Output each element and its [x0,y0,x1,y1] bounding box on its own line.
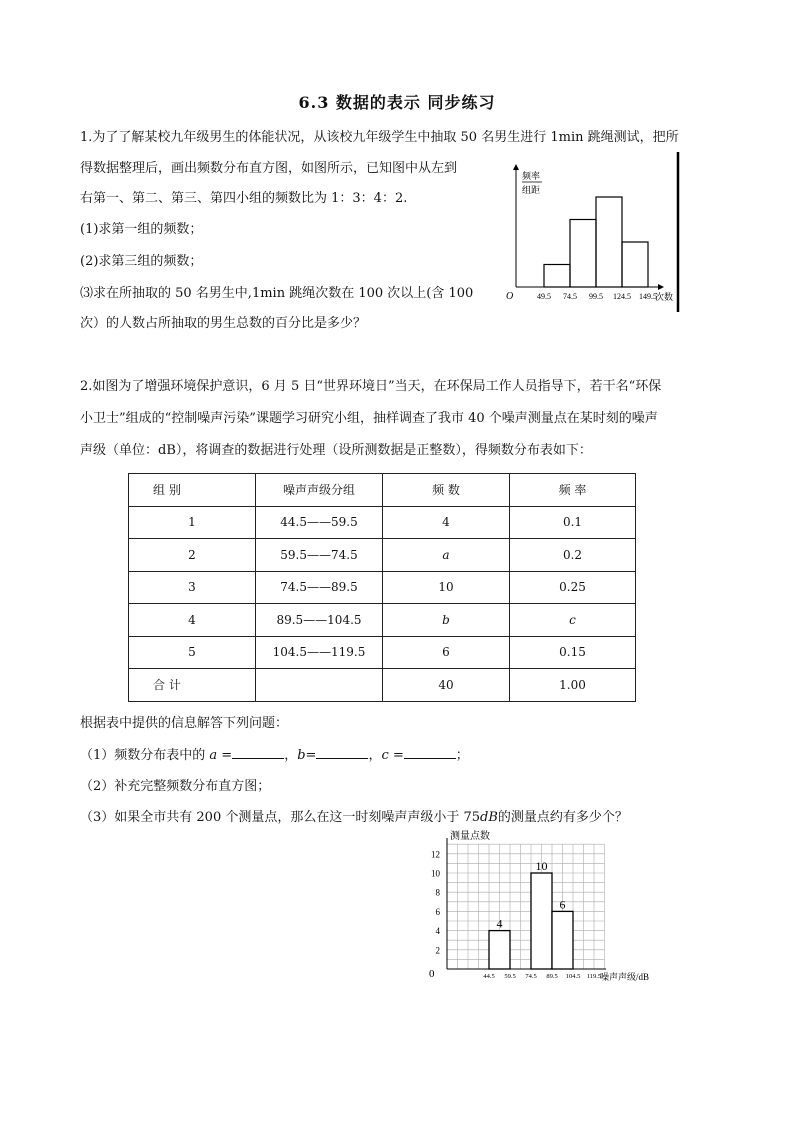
table-header-cell: 组 别 [129,474,256,507]
semicolon: ； [455,748,469,763]
table-cell: 1 [129,506,256,539]
y-label-top: 频率 [522,171,541,181]
x-tick-label: 74.5 [525,973,537,980]
bar-value-label: 6 [559,897,566,912]
histogram-bar [544,265,570,288]
table-cell: 104.5——119.5 [256,636,383,669]
y-tick-label: 2 [435,945,440,956]
table-cell: 59.5——74.5 [256,539,383,572]
table-cell: 44.5——59.5 [256,506,383,539]
q2-after-table: 根据表中提供的信息解答下列问题： [80,716,289,731]
table-row [129,571,636,604]
eq-sign: = [388,748,404,763]
histogram-bar [531,873,552,969]
q1-part-3-a: ⑶求在所抽取的 50 名男生中,1min 跳绳次数在 100 次以上(含 100 [80,286,474,301]
table-header-cell: 频 数 [383,474,510,507]
q1-part-3-b: 次）的人数占所抽取的男生总数的百分比是多少？ [80,316,367,331]
histogram-bar [596,197,622,287]
table-cell: 合 计 [129,669,256,702]
table-cell: 6 [383,636,510,669]
q2-line-2: 小卫士”组成的“控制噪声污染”课题学习研究小组，抽样调查了我市 40 个噪声测量点在某时刻的噪声 [80,411,658,426]
answer-blank-a[interactable] [232,746,284,759]
table-cell: 5 [129,636,256,669]
table-cell: 4 [383,506,510,539]
table-cell: 0.15 [510,636,636,669]
table-row [129,506,636,539]
q2-line-3: 声级（单位：dB），将调查的数据进行处理（设所测数据是正整数），得频数分布表如下： [80,443,592,458]
histogram-bar [552,911,573,969]
x-tick-label: 104.5 [565,973,581,980]
x-tick-label: 59.5 [504,973,516,980]
x-tick-label: 49.5 [537,292,551,301]
table-header-row [129,474,636,507]
q1-part-2: (2)求第三组的频数； [80,254,203,269]
unit-db: dB [480,810,498,825]
q1-line-3: 右第一、第二、第三、第四小组的频数比为 1：3：4：2. [80,191,408,206]
table-cell: 1.00 [510,669,636,702]
q2-sub-3-end: 的测量点约有多少个？ [497,810,628,825]
y-axis-label: 测量点数 [450,831,490,842]
origin-label: 0 [429,968,435,980]
y-tick-label: 6 [435,906,440,917]
q2-sub-3-text: （3）如果全市共有 200 个测量点，那么在这一时刻噪声声级小于 75 [80,810,481,825]
jump-rope-histogram [500,150,690,315]
comma: ， [368,748,382,763]
table-cell: 0.2 [510,539,636,572]
table-cell: 2 [129,539,256,572]
table-cell: 89.5——104.5 [256,604,383,637]
bar-value-label: 4 [496,916,503,931]
x-tick-label: 44.5 [483,973,495,980]
x-tick-label: 89.5 [546,973,558,980]
q1-line-1: 1.为了了解某校九年级男生的体能状况，从该校九年级学生中抽取 50 名男生进行 1min 跳绳测试，把所 [80,130,679,145]
y-tick-label: 10 [431,868,440,879]
page-title: 6.3 数据的表示 同步练习 [298,93,496,112]
x-tick-label: 99.5 [589,292,603,301]
x-tick-label: 74.5 [563,292,577,301]
table-header-cell: 噪声声级分组 [256,474,383,507]
histogram-bar [622,242,648,287]
x-axis-label: 噪声声级/dB [600,972,650,982]
frequency-table [128,473,636,702]
x-axis-label: 次数 [655,292,674,302]
x-tick-label: 119.5 [586,973,602,980]
table-row [129,636,636,669]
table-cell: 0.25 [510,571,636,604]
answer-blank-b[interactable] [316,746,368,759]
table-cell: 0.1 [510,506,636,539]
y-label-bottom: 组距 [522,185,541,195]
comma: ， [284,748,298,763]
table-cell: b [383,604,510,637]
histogram-bar [570,220,596,288]
table-cell: 40 [383,669,510,702]
q1-part-1: (1)求第一组的频数； [80,222,203,237]
origin-label: O [506,291,514,302]
table-cell: 4 [129,604,256,637]
table-row [129,539,636,572]
x-axis-arrow-icon [658,284,664,290]
var-b: b [297,748,306,763]
table-cell: 10 [383,571,510,604]
q2-sub-3 [80,808,628,828]
histogram-bar [489,931,510,969]
table-header-cell: 频 率 [510,474,636,507]
table-row [129,604,636,637]
y-tick-label: 12 [431,849,440,860]
table-cell [256,669,383,702]
x-tick-label: 124.5 [613,292,631,301]
eq-sign: = [217,748,233,763]
var-c: c [381,748,389,763]
table-cell: 3 [129,571,256,604]
y-tick-label: 4 [435,926,440,937]
q2-line-1: 2.如图为了增强环境保护意识，6 月 5 日“世界环境日”当天，在环保局工作人员指导下，若干名“环保 [80,379,662,394]
noise-histogram [420,828,670,986]
var-a: a [209,748,218,763]
y-axis-arrow-icon [513,164,519,170]
table-cell: c [510,604,636,637]
q2-sub-2: （2）补充完整频数分布直方图； [80,779,271,794]
answer-blank-c[interactable] [404,746,456,759]
q1-line-2: 得数据整理后，画出频数分布直方图，如图所示，已知图中从左到 [80,161,458,176]
table-cell: a [383,539,510,572]
bar-value-label: 10 [535,859,548,873]
q2-sub-1-text: （1）频数分布表中的 [80,748,210,763]
table-total-row [129,669,636,702]
x-tick-label: 149.5 [639,292,657,301]
y-tick-label: 8 [435,887,440,898]
eq-sign: = [305,748,317,763]
q2-sub-1 [80,746,469,766]
table-cell: 74.5——89.5 [256,571,383,604]
